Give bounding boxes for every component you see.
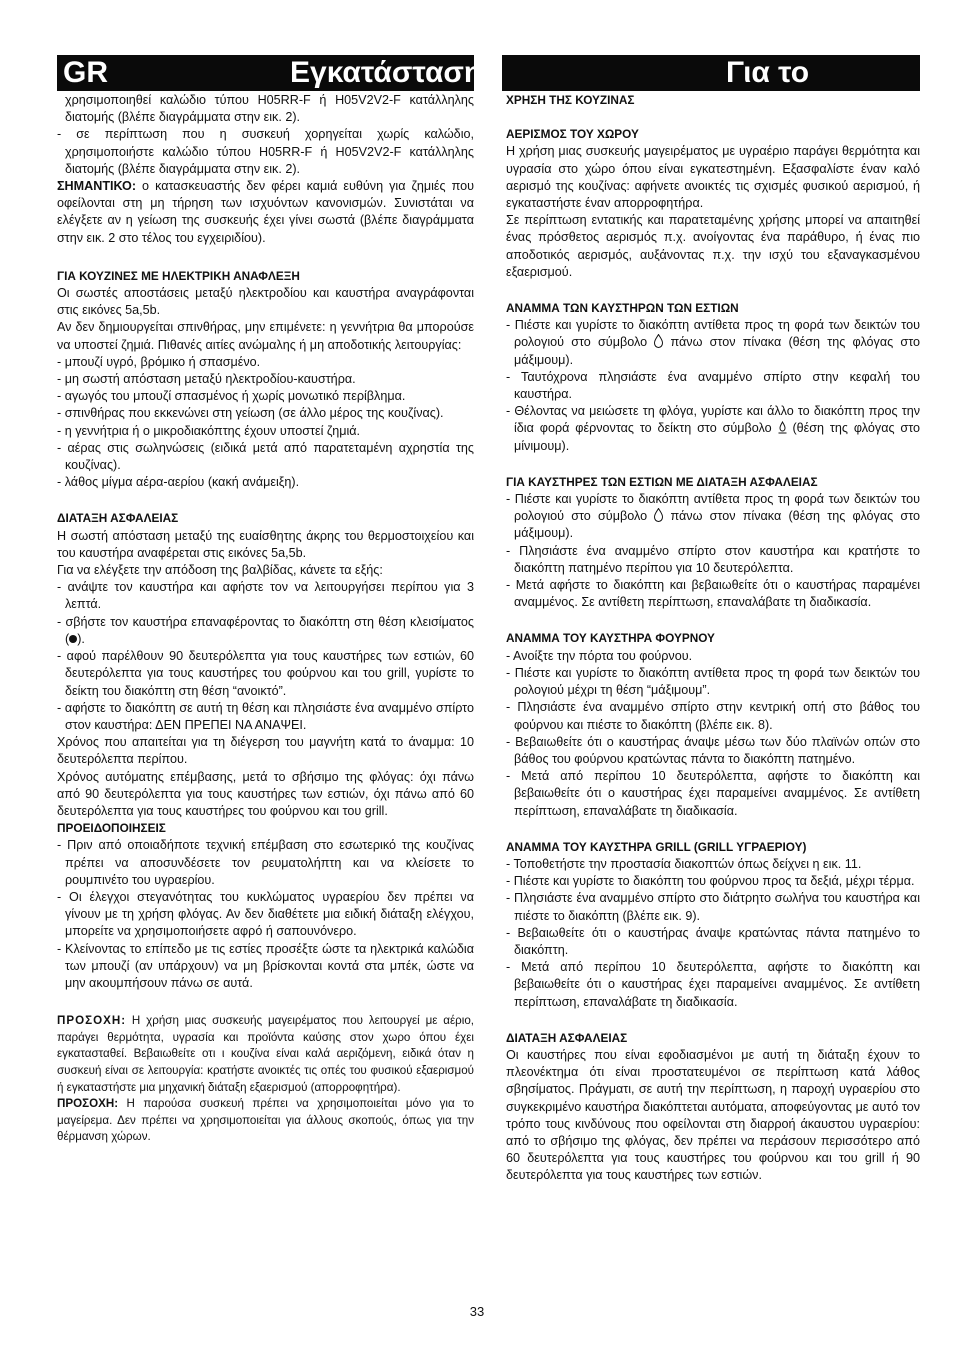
page-number: 33 — [469, 1304, 485, 1319]
list-item: - μη σωστή απόσταση μεταξύ ηλεκτροδίου-καυστήρα. — [57, 372, 356, 387]
section-heading-safety: ΔΙΑΤΑΞΗ ΑΣΦΑΛΕΙΑΣ — [57, 511, 179, 526]
paragraph: Χρόνος που απαιτείται για τη διέγερση του μαγνήτη κατά το άναμμα: 10 δευτερόλεπτα περίπου. — [57, 735, 474, 767]
left-column — [57, 92, 474, 1146]
list-item: - Ανοίξτε την πόρτα του φούρνου. — [506, 648, 693, 663]
flame-max-icon — [654, 508, 663, 522]
list-item: - Πριν από οποιαδήποτε τεχνική επέμβαση στο εσωτερικό της κουζίνας πρέπει να αποσυνδέσετε τον ρευματολήπτη και να κλείσετε το ρουμπινέτο του υγραερίου. — [57, 838, 474, 887]
paragraph: Αν δεν δημιουργείται σπινθήρας, μην επιμένετε: η γεννήτρια θα μπορούσε να υποστεί ζημιά. Πιθανές αιτίες ανώμαλης ή μη αποδοτικής λειτουργίας: — [57, 320, 474, 352]
caution-note: ΠΡΟΣΟΧΗ: Η χρήση μιας συσκευής μαγειρέματος που λειτουργεί με αέριο, παράγει θερμότητα, υγρασία και προϊόντα καύσης στον χωρο όπου έχει εγκατασταθεί. Βεβαιωθείτε οτι ι κουζίνα είναι καλά αεριζόμενη, ειδικά όταν η συσκευή είναι σε λειτουργία: κρατήστε ανοικτές τις οπές του φυσικού εξαερισμού ή εγκαταστήστε μια μηχανική διάταξη εξαερισμού (απορροφητήρα). — [57, 1014, 474, 1094]
section-heading-use: ΧΡΗΣΗ ΤΗΣ ΚΟΥΖΙΝΑΣ — [506, 93, 635, 107]
section-title-user: Για το χρήστη — [726, 56, 833, 125]
list-item: - Πλησιάστε ένα αναμμένο σπίρτο στην κεντρική οπή στο βάθος του φούρνου και πιέστε το διακόπτη (βλέπε εικ. 8). — [506, 700, 920, 732]
paragraph: Οι σωστές αποστάσεις μεταξύ ηλεκτροδίου και καυστήρα αναγράφονται στις εικόνες 5a,5b. — [57, 286, 474, 318]
flame-min-icon — [778, 420, 787, 434]
paragraph: Η σωστή απόσταση μεταξύ της ευαίσθητης άκρης του θερμοστοιχείου και του καυστήρα αναφέρεται στις εικόνες 5a,5b. — [57, 528, 474, 560]
language-code: GR — [63, 56, 108, 89]
list-item: - Ταυτόχρονα πλησιάστε ένα αναμμένο σπίρτο στην κεφαλή του καυστήρα. — [506, 369, 920, 402]
list-item: - Πλησιάστε ένα αναμμένο σπίρτο στο διάτρητο σωλήνα του καυστήρα και πιέστε το διακόπτη (βλέπε εικ. 9). — [506, 891, 920, 923]
paragraph: Για να ελέγξετε την απόδοση της βαλβίδας, κάνετε τα εξής: — [57, 563, 383, 578]
list-item: - Πιέστε και γυρίστε το διακόπτη αντίθετα προς τη φορά των δεικτών του ρολογιού στο σύμβολο πάνω στον πίνακα (θέση της φλόγας στο μάξιμουμ). — [506, 492, 920, 541]
list-item: - σπινθήρας που εκκενώνει στη γείωση (σε άλλο μέρος της κουζίνας). — [57, 406, 444, 421]
intro-text: χρησιμοποιηθεί καλώδιο τύπου H05RR-F ή H05V2V2-F κατάλληλης διατομής (βλέπε διαγράμματα στην εικ. 2). — [65, 93, 474, 125]
list-item: - Πλησιάστε ένα αναμμένο σπίρτο στον καυστήρα και κρατήστε το διακόπτη πατημένο περίπου για 10 δευτερόλεπτα. — [506, 543, 920, 575]
section-heading-hob-safety: ΓΙΑ ΚΑΥΣΤΗΡΕΣ ΤΩΝ ΕΣΤΙΩΝ ΜΕ ΔΙΑΤΑΞΗ ΑΣΦΑΛΕΙΑΣ — [506, 474, 818, 489]
list-item: - αγωγός του μπουζί σπασμένος ή χωρίς μονωτικό περίβλημα. — [57, 389, 406, 404]
important-note: ΣΗΜΑΝΤΙΚΟ: ο κατασκευαστής δεν φέρει καμιά ευθύνη για ζημιές που οφείλονται στη μη τήρηση των ισχυόντων κανονισμών. Συνιστάται να ελέγξετε αν η γείωση της συσκευής έχει γίνει σωστά (βλέπε διαγράμματα στην εικ. 2 στο τέλος του εγχειριδίου). — [57, 179, 474, 245]
paragraph: Οι καυστήρες που είναι εφοδιασμένοι με αυτή τη διάταξη έχουν το πλεονέκτημα ότι είναι προστατευμένοι σε περίπτωση κατά λάθος σβησίματος. Πράγματι, σε αυτή την περίπτωση, η παροχή υγραερίου στο συγκεκριμένο καυστήρα διακόπτεται αυτόματα, αποφεύγοντας με αυτό τον τρόπο τους κινδύνους που οφείλονται στη διαρροή άκαυστου υγραερίου: από το σβήσιμο της φλόγας, δεν πρέπει να περάσουν περισσότερο από 60 δευτερόλεπτα για τους καυστήρες του φούρνου και του grill ή 90 δευτερόλεπτα για τους καυστήρες των εστιών. — [506, 1047, 920, 1183]
paragraph: Η χρήση μιας συσκευής μαγειρέματος με υγραέριο παράγει θερμότητα και υγρασία στο χώρο όπου είναι εγκατεστημένη. Εξασφαλίστε έναν καλό αερισμό της κουζίνας: αφήνετε ανοικτές τις σχισμές φυσικού αερισμού, ή εγκαταστήστε έναν απορροφητήρα. — [506, 144, 920, 211]
paragraph: Σε περίπτωση εντατικής και παρατεταμένης χρήσης μπορεί να απαιτηθεί ένας πρόσθετος αερισμός π.χ. ανοίγοντας ένα παράθυρο, ή ένας πιο αποδοτικός αερισμός, αυξάνοντας π.χ. την ισχύ του εξαναγκασμένου εξαερισμού. — [506, 213, 920, 279]
list-item: - Πιέστε και γυρίστε το διακόπτη αντίθετα προς τη φορά των δεικτών του ρολογιού μέχρι τη θέση “μάξιμουμ”. — [506, 665, 920, 698]
off-dot-icon — [69, 635, 77, 643]
list-item: - σε περίπτωση που η συσκευή χορηγείται χωρίς καλώδιο, χρησιμοποιήστε καλώδιο τύπου H05RR-F ή H05V2V2-F κατάλληλης διατομής (βλέπε διαγράμματα στην εικ. 2). — [57, 127, 474, 176]
list-item: - Θέλοντας να μειώσετε τη φλόγα, γυρίστε και άλλο το διακόπτη προς την ίδια φορά φέρνοντας το δείκτη στο σύμβολο (θέση της φλόγας στο μίνιμουμ). — [506, 404, 921, 453]
list-item: - Μετά αφήστε το διακόπτη και βεβαιωθείτε ότι ο καυστήρας παραμένει αναμμένος. Σε αντίθετη περίπτωση, επαναλάβατε τη διαδικασία. — [506, 578, 920, 610]
list-item: - Οι έλεγχοι στεγανότητας του κυκλώματος υγραερίου δεν πρέπει να γίνουν με τη χρήση φλόγας. Αν δεν διαθέτετε μια ειδική διάταξη ελέγχου, μπορείτε να χρησιμοποιήσετε αφρό ή σαπουνόνερο. — [57, 889, 474, 939]
list-item: - Πιέστε και γυρίστε το διακόπτη του φούρνου προς τα δεξιά, μέχρι τέρμα. — [506, 874, 915, 889]
section-heading-hob-ignition: ΑΝΑΜΜΑ ΤΩΝ ΚΑΥΣΤΗΡΩΝ ΤΩΝ ΕΣΤΙΩΝ — [506, 301, 739, 316]
list-item: - η γεννήτρια ή ο μικροδιακόπτης έχουν υποστεί ζημιά. — [57, 423, 361, 438]
list-item: - Πιέστε και γυρίστε το διακόπτη αντίθετα προς τη φορά των δεικτών του ρολογιού στο σύμβολο πάνω στον πίνακα (θέση της φλόγας στο μάξιμουμ). — [506, 318, 920, 367]
list-item: - Μετά από περίπου 10 δευτερόλεπτα, αφήστε το διακόπτη και βεβαιωθείτε ότι ο καυστήρας έχει παραμείνει αναμμένος. Σε αντίθετη περίπτωση, επαναλάβατε τη διαδικασία. — [506, 769, 920, 818]
list-item: - Μετά από περίπου 10 δευτερόλεπτα, αφήστε το διακόπτη και βεβαιωθείτε ότι ο καυστήρας έχει παραμείνει αναμμένος. Σε αντίθετη περίπτωση, επαναλάβατε τη διαδικασία. — [506, 960, 920, 1009]
section-title-installation: Εγκατάσταση — [290, 56, 483, 89]
section-heading-grill: ΑΝΑΜΜΑ ΤΟΥ ΚΑΥΣΤΗΡΑ GRILL (GRILL ΥΓΡΑΕΡΙΟΥ) — [506, 839, 807, 854]
right-column — [506, 92, 920, 1185]
list-item: - λάθος μίγμα αέρα-αερίου (κακή ανάμειξη). — [57, 475, 300, 490]
list-item: - αφού παρέλθουν 90 δευτερόλεπτα για τους καυστήρες των εστιών, 60 δευτερόλεπτα για τους καυστήρες του φούρνου και του grill, γυρίστε το δείκτη του διακόπτη στη θέση “ανοικτό”. — [57, 649, 474, 698]
section-heading-ventilation: ΑΕΡΙΣΜΟΣ ΤΟΥ ΧΩΡΟΥ — [506, 127, 639, 142]
paragraph: Χρόνος αυτόματης επέμβασης, μετά το σβήσιμο της φλόγας: όχι πάνω από 90 δευτερόλεπτα για τους καυστήρες των εστιών, όχι πάνω από 60 δευτερόλεπτα για τους καυστήρες του φούρνου και του grill. — [57, 769, 474, 818]
list-item: - αφήστε το διακόπτη σε αυτή τη θέση και πλησιάστε ένα αναμμένο σπίρτο στον καυστήρα: ΔΕΝ ΠΡΕΠΕΙ ΝΑ ΑΝΑΨΕΙ. — [57, 700, 474, 732]
section-heading-warnings: ΠΡΟΕΙΔΟΠΟΙΗΣΕΙΣ — [57, 821, 166, 836]
list-item: - μπουζί υγρό, βρόμικο ή σπασμένο. — [57, 354, 261, 369]
section-heading-oven: ΑΝΑΜΜΑ ΤΟΥ ΚΑΥΣΤΗΡΑ ΦΟΥΡΝΟΥ — [506, 631, 715, 646]
list-item: - Κλείνοντας το επίπεδο με τις εστίες προσέξτε ώστε τα ηλεκτρικά καλώδια των μπουζί (αν υπάρχουν) να μη βρίσκονται κοντά στα μπέκ, ώστε να μην ακουμπήσουν πάνω σε αυτά. — [57, 941, 474, 990]
list-item: - Βεβαιωθείτε ότι ο καυστήρας άναψε μέσω των δύο πλαϊνών οπών στο βάθος του φούρνου κρατώντας πάντα το διακόπτη πατημένο. — [506, 734, 920, 766]
list-item: - σβήστε τον καυστήρα επαναφέροντας το διακόπτη στη θέση κλεισίματος ( ). — [57, 614, 474, 646]
list-item: - αέρας στις σωληνώσεις (ειδικά μετά από παρατεταμένη αχρηστία της κουζίνας). — [57, 440, 474, 473]
flame-max-icon — [654, 334, 663, 348]
header-left-bar — [57, 55, 483, 91]
section-heading-ignition: ΓΙΑ ΚΟΥΖΙΝΕΣ ΜΕ ΗΛΕΚΤΡΙΚΗ ΑΝΑΦΛΕΞΗ — [57, 268, 300, 283]
list-item: - ανάψτε τον καυστήρα και αφήστε τον να λειτουργήσει περίπου για 3 λεπτά. — [57, 580, 474, 612]
list-item: - Τοποθετήστε την προστασία διακοπτών όπως δείχνει η εικ. 11. — [506, 856, 862, 871]
section-heading-safety-device: ΔΙΑΤΑΞΗ ΑΣΦΑΛΕΙΑΣ — [506, 1030, 628, 1045]
list-item: - Βεβαιωθείτε ότι ο καυστήρας άναψε κρατώντας πάντα πατημένο το διακόπτη. — [506, 925, 920, 957]
caution-note-2: ΠΡΟΣΟΧΗ: Η παρούσα συσκευή πρέπει να χρησιμοποιείται μόνο για το μαγείρεμα. Δεν πρέπει να χρησιμοποιείται για άλλους σκοπούς, όπως για την θέρμανση χώρων. — [57, 1097, 474, 1144]
